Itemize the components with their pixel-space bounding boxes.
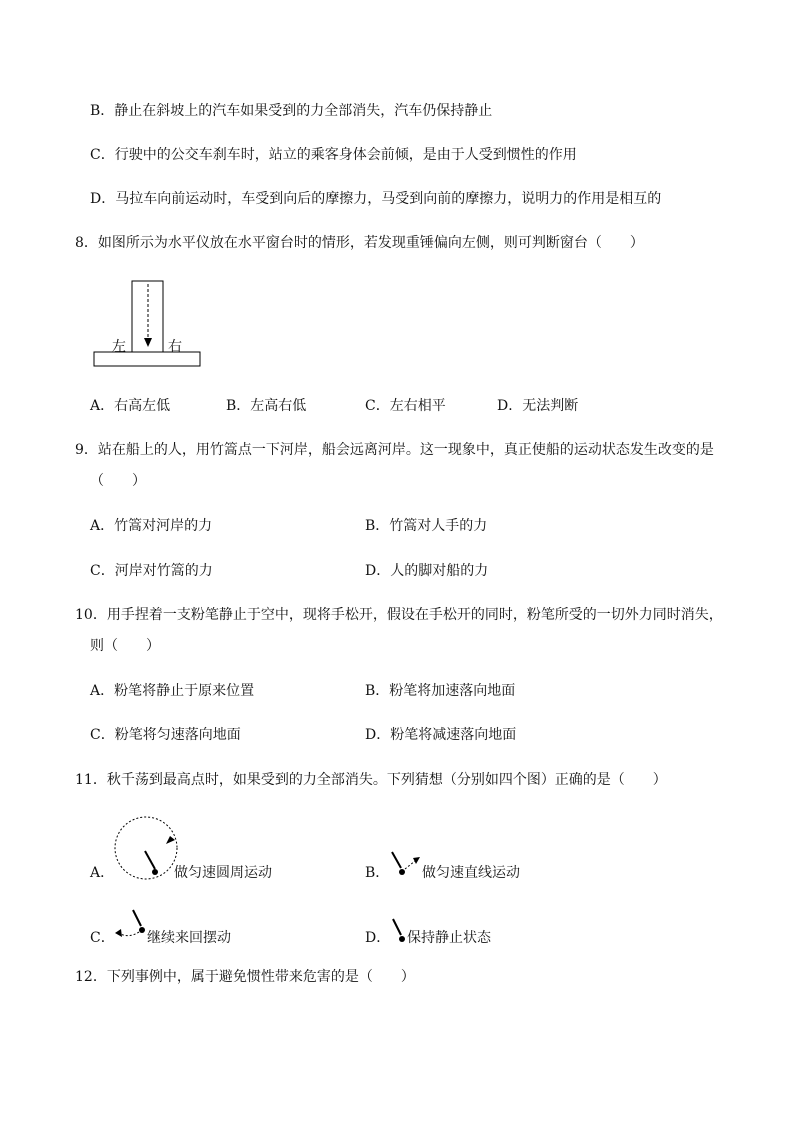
swing-diagram-b: [392, 852, 420, 875]
q11-option-b-letter: B．: [365, 865, 390, 881]
q9-stem-bracket: （ ）: [90, 473, 146, 489]
q9-option-d: D．人的脚对船的力: [365, 563, 489, 579]
q10-option-a: A．粉笔将静止于原来位置: [90, 683, 255, 699]
q11-option-a-text: 做匀速圆周运动: [174, 865, 272, 881]
q8-option-b: B．左高右低: [226, 398, 307, 414]
q10-stem-bracket: 则（ ）: [90, 638, 160, 654]
swing-diagram-c: [115, 910, 145, 937]
q8-option-c: C．左右相平: [365, 398, 446, 414]
q11-stem: 11．秋千荡到最高点时，如果受到的力全部消失。下列猜想（分别如四个图）正确的是（ ）: [75, 772, 667, 788]
q10-stem: 10．用手捏着一支粉笔静止于空中，现将手松开，假设在手松开的同时，粉笔所受的一切外力同时消失，: [75, 607, 723, 623]
q11-option-a-letter: A．: [90, 865, 115, 881]
q11-option-d-text: 保持静止状态: [407, 930, 491, 946]
q8-option-d: D．无法判断: [497, 398, 579, 414]
q9-option-b: B．竹篙对人手的力: [365, 518, 488, 534]
q10-option-c: C．粉笔将匀速落向地面: [90, 727, 241, 743]
q12-stem: 12．下列事例中，属于避免惯性带来危害的是（ ）: [75, 969, 415, 985]
swing-diagram-a: [115, 817, 177, 879]
q7-option-c: C．行驶中的公交车刹车时，站立的乘客身体会前倾，是由于人受到惯性的作用: [90, 147, 577, 163]
q10-option-d: D．粉笔将减速落向地面: [365, 727, 517, 743]
q9-option-a: A．竹篙对河岸的力: [90, 518, 213, 534]
q7-option-b: B．静止在斜坡上的汽车如果受到的力全部消失，汽车仍保持静止: [90, 103, 493, 119]
q11-option-b-text: 做匀速直线运动: [422, 865, 520, 881]
figure-label-left: 左: [112, 339, 126, 355]
q8-stem: 8．如图所示为水平仪放在水平窗台时的情形，若发现重锤偏向左侧，则可判断窗台（ ）: [75, 235, 644, 251]
figure-label-right: 右: [168, 339, 182, 355]
q11-option-d-letter: D．: [365, 930, 391, 946]
q10-option-b: B．粉笔将加速落向地面: [365, 683, 516, 699]
q11-option-c-letter: C．: [90, 930, 115, 946]
q8-option-a: A．右高左低: [90, 398, 171, 414]
q9-stem: 9．站在船上的人，用竹篙点一下河岸，船会远离河岸。这一现象中，真正使船的运动状态发生改变的是: [75, 442, 714, 458]
q7-option-d: D．马拉车向前运动时，车受到向后的摩擦力，马受到向前的摩擦力，说明力的作用是相互的: [90, 191, 662, 207]
q9-option-c: C．河岸对竹篙的力: [90, 563, 213, 579]
q11-option-c-text: 继续来回摆动: [147, 930, 231, 946]
swing-diagram-d: [393, 919, 405, 942]
